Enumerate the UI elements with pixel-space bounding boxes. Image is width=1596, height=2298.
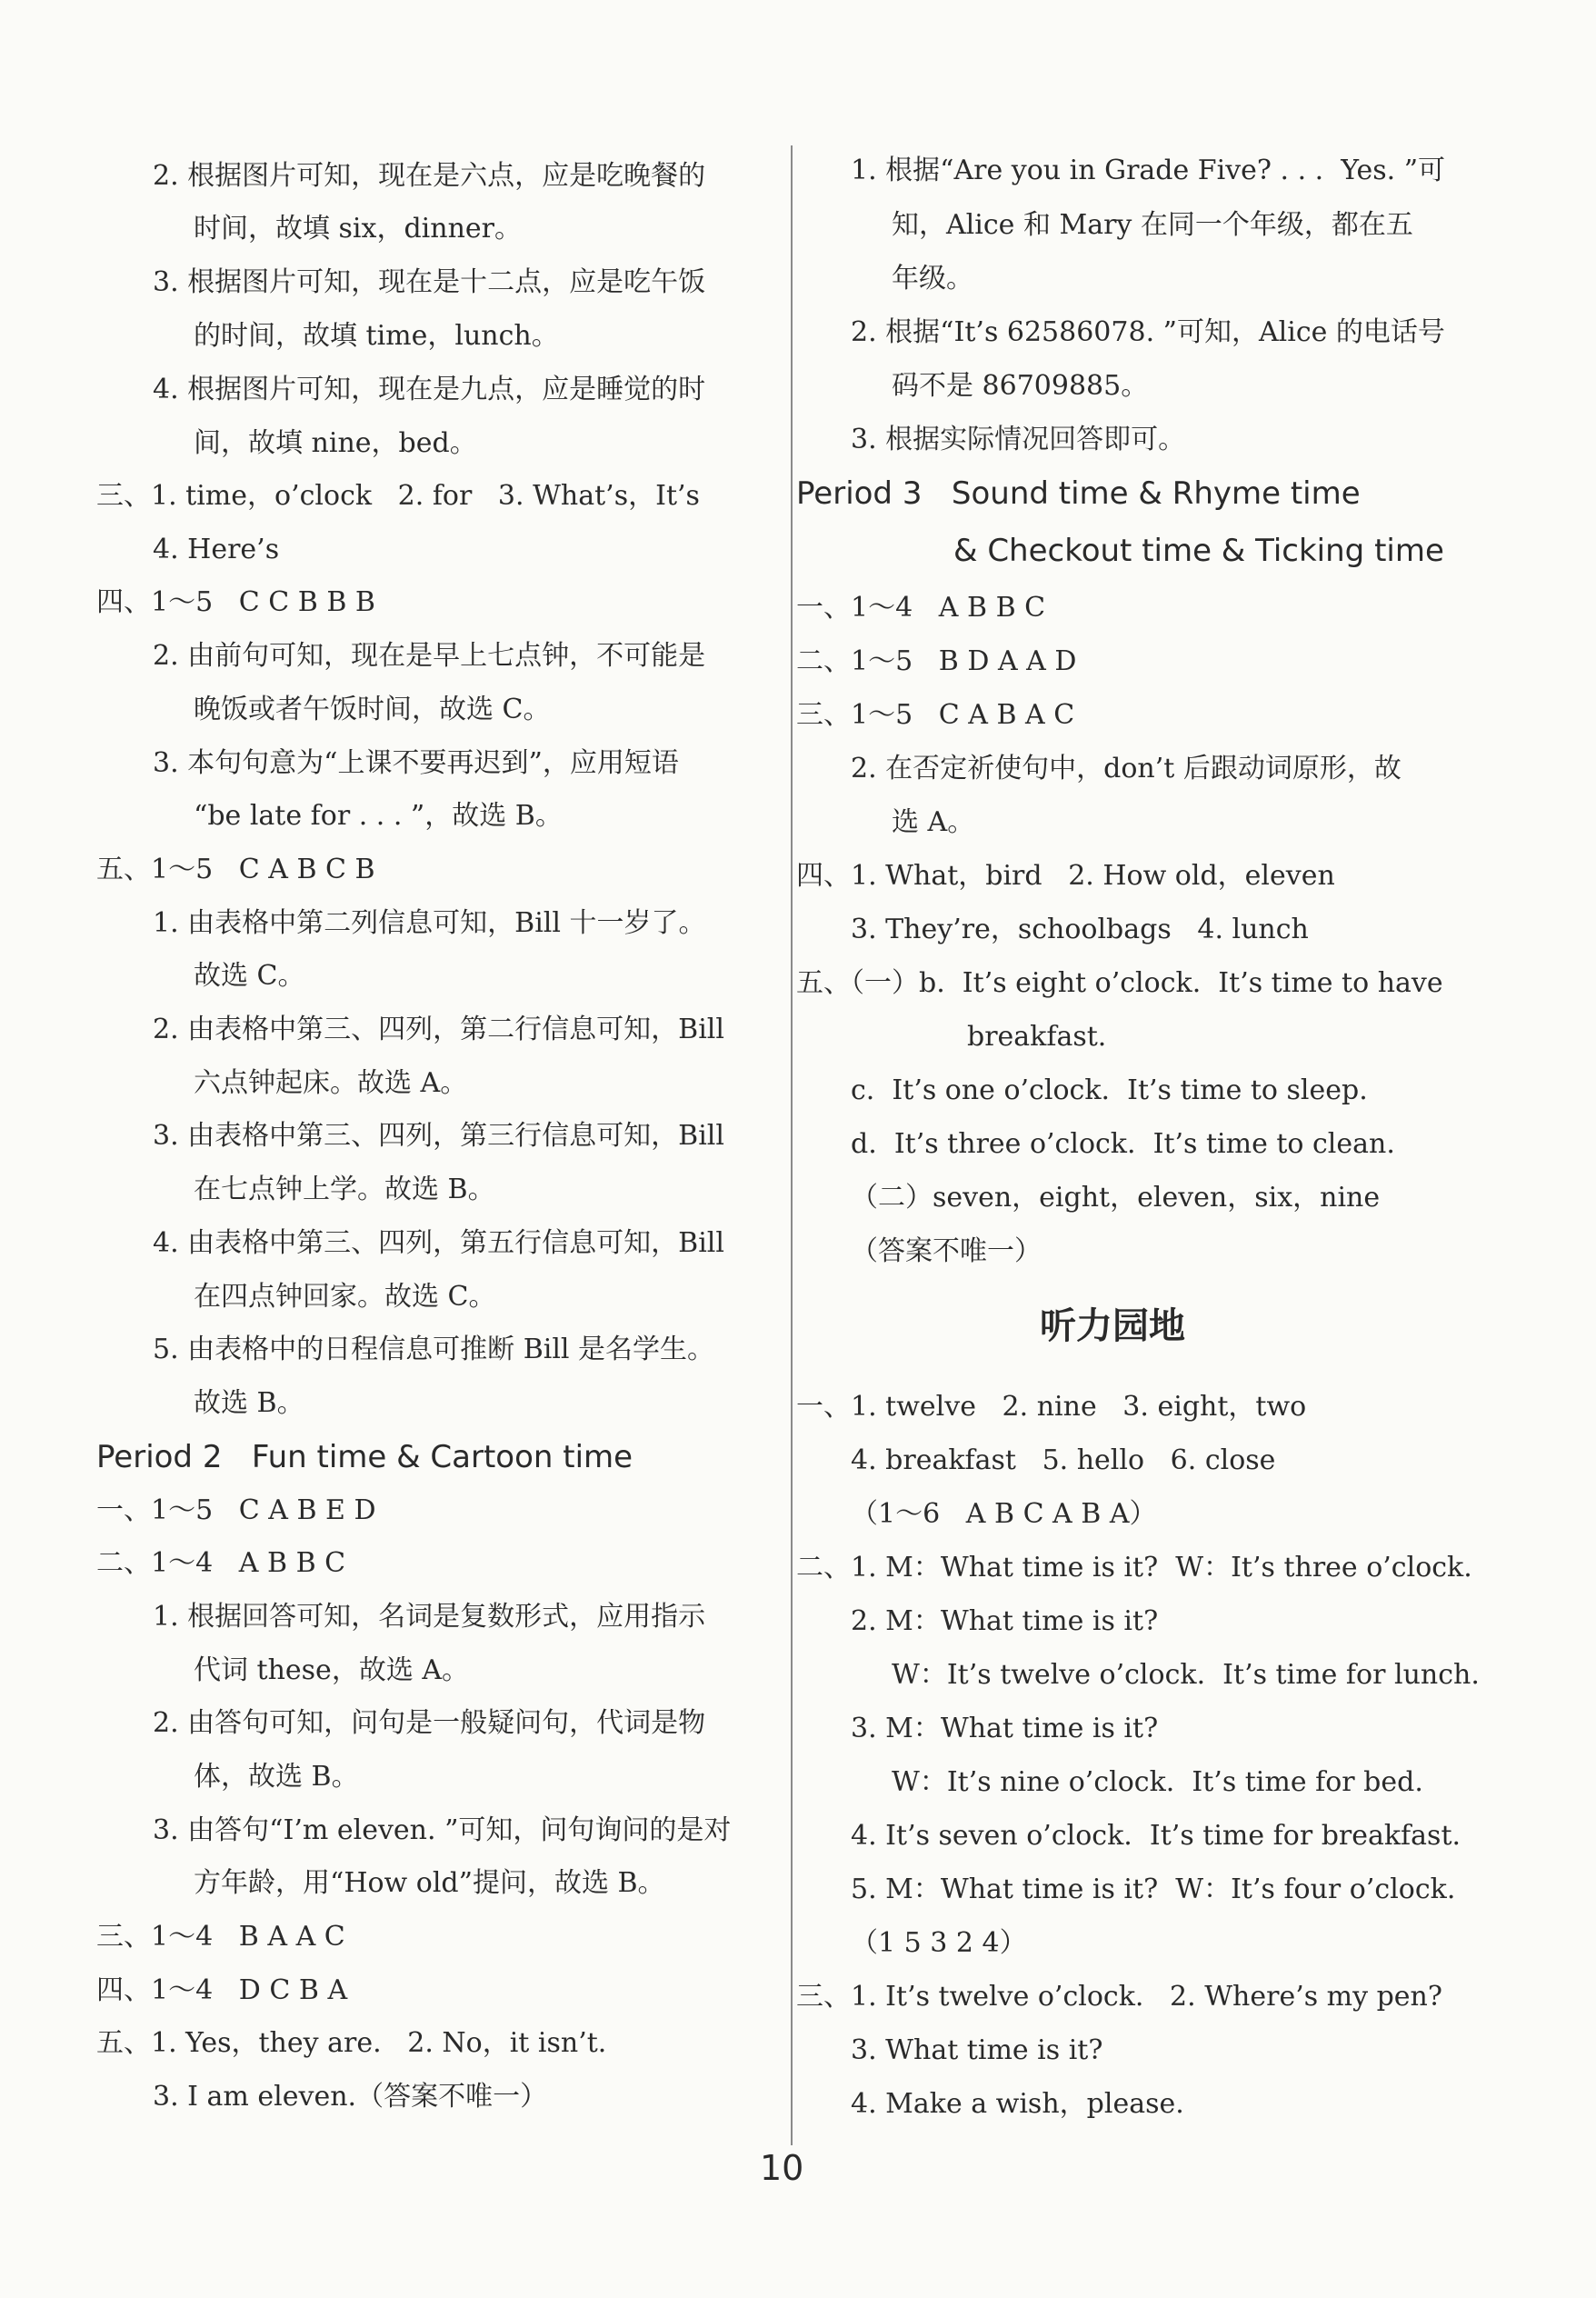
answer-line: （1 5 3 2 4） — [851, 1927, 1027, 1959]
answer-line: 2. 根据“It’s 62586078. ”可知，Alice 的电话号 — [851, 316, 1445, 348]
answer-line: 3. 由答句“I’m eleven. ”可知，问句询问的是对 — [153, 1814, 732, 1846]
answer-line: 5. M：What time is it? W：It’s four o’clock. — [851, 1873, 1456, 1905]
answer-line: 四、1～5 C C B B B — [96, 586, 375, 618]
answer-line: 1. 根据“Are you in Grade Five? . . . Yes. ”可 — [851, 155, 1446, 186]
answer-line: 四、1～4 D C B A — [96, 1974, 348, 2006]
right-column — [796, 0, 1596, 2298]
answer-line: 3. They’re，schoolbags 4. lunch — [851, 914, 1309, 945]
answer-line: （二）seven，eight，eleven，six，nine — [851, 1182, 1381, 1214]
section-title: 听力园地 — [1040, 1305, 1185, 1347]
answer-line: 年级。 — [892, 263, 973, 295]
answer-line: 选 A。 — [892, 806, 975, 838]
answer-line: 二、1～5 B D A A D — [796, 645, 1077, 677]
answer-line: 晚饭或者午饭时间，故选 C。 — [194, 694, 551, 725]
answer-line: 5. 由表格中的日程信息可推断 Bill 是名学生。 — [153, 1334, 715, 1365]
section-heading: Period 2 Fun time & Cartoon time — [96, 1439, 633, 1475]
section-heading: Period 3 Sound time & Rhyme time — [796, 475, 1361, 512]
answer-line: 码不是 86709885。 — [892, 370, 1149, 402]
answer-line: W：It’s twelve o’clock. It’s time for lunch. — [892, 1659, 1480, 1691]
answer-line: 时间，故填 six，dinner。 — [194, 213, 522, 245]
answer-line: “be late for . . . ”，故选 B。 — [194, 800, 563, 832]
answer-line: 1. 由表格中第二列信息可知，Bill 十一岁了。 — [153, 907, 706, 939]
answer-line: 六点钟起床。故选 A。 — [194, 1067, 468, 1099]
answer-line: 五、1～5 C A B C B — [96, 854, 375, 885]
answer-line: 3. 由表格中第三、四列，第三行信息可知，Bill — [153, 1120, 724, 1152]
answer-line: breakfast. — [967, 1021, 1107, 1053]
answer-line: W：It’s nine o’clock. It’s time for bed. — [892, 1766, 1423, 1798]
answer-line: 一、1. twelve 2. nine 3. eight，two — [796, 1391, 1307, 1423]
answer-line: 五、1. Yes，they are. 2. No，it isn’t. — [96, 2027, 607, 2059]
answer-line: 3. What time is it? — [851, 2034, 1103, 2066]
answer-line: 三、1～4 B A A C — [96, 1921, 345, 1953]
answer-line: 4. Here’s — [153, 534, 280, 565]
answer-line: 4. 根据图片可知，现在是九点，应是睡觉的时 — [153, 374, 706, 405]
answer-line: （答案不唯一） — [851, 1235, 1042, 1267]
answer-line: 三、1. It’s twelve o’clock. 2. Where’s my pen? — [796, 1981, 1442, 2013]
answer-line: （1～6 A B C A B A） — [851, 1498, 1157, 1530]
answer-line: c. It’s one o’clock. It’s time to sleep. — [851, 1074, 1368, 1106]
answer-line: 2. M：What time is it? — [851, 1605, 1159, 1637]
answer-line: 2. 根据图片可知，现在是六点，应是吃晚餐的 — [153, 160, 706, 192]
answer-line: 三、1～5 C A B A C — [796, 699, 1075, 731]
answer-line: 故选 B。 — [194, 1387, 304, 1419]
answer-line: 的时间，故填 time，lunch。 — [194, 320, 559, 352]
answer-line: 在四点钟回家。故选 C。 — [194, 1281, 496, 1313]
column-divider — [791, 145, 793, 2145]
answer-line: 2. 由前句可知，现在是早上七点钟，不可能是 — [153, 640, 706, 672]
answer-line: 四、1. What，bird 2. How old，eleven — [796, 860, 1335, 892]
page-number: 10 — [760, 2148, 804, 2188]
answer-line: 4. breakfast 5. hello 6. close — [851, 1444, 1276, 1476]
answer-line: 3. I am eleven.（答案不唯一） — [153, 2081, 548, 2113]
answer-line: 故选 C。 — [194, 960, 305, 992]
answer-line: 三、1. time，o’clock 2. for 3. What’s，It’s — [96, 480, 700, 512]
answer-line: 3. 本句句意为“上课不要再迟到”，应用短语 — [153, 747, 679, 779]
answer-line: 间，故填 nine，bed。 — [194, 427, 477, 459]
answer-line: 4. Make a wish，please. — [851, 2088, 1184, 2120]
answer-line: 方年龄，用“How old”提问，故选 B。 — [194, 1867, 665, 1899]
answer-line: 2. 由答句可知，问句是一般疑问句，代词是物 — [153, 1707, 706, 1739]
answer-line: 4. It’s seven o’clock. It’s time for breakfast. — [851, 1820, 1461, 1852]
answer-line: 3. M：What time is it? — [851, 1713, 1159, 1744]
answer-line: 4. 由表格中第三、四列，第五行信息可知，Bill — [153, 1227, 724, 1259]
section-heading-continued: & Checkout time & Ticking time — [953, 533, 1444, 569]
answer-line: 体，故选 B。 — [194, 1761, 359, 1793]
answer-line: 1. 根据回答可知，名词是复数形式，应用指示 — [153, 1601, 706, 1633]
answer-line: 二、1～4 A B B C — [96, 1547, 346, 1579]
answer-line: 二、1. M：What time is it? W：It’s three o’clock. — [796, 1552, 1472, 1584]
answer-line: 2. 在否定祈使句中，don’t 后跟动词原形，故 — [851, 753, 1401, 784]
answer-line: 一、1～5 C A B E D — [96, 1494, 376, 1526]
answer-line: 一、1～4 A B B C — [796, 592, 1046, 624]
answer-line: d. It’s three o’clock. It’s time to clean. — [851, 1128, 1395, 1160]
answer-line: 3. 根据图片可知，现在是十二点，应是吃午饭 — [153, 266, 706, 298]
answer-line: 五、（一）b. It’s eight o’clock. It’s time to have — [796, 967, 1443, 999]
answer-line: 知，Alice 和 Mary 在同一个年级，都在五 — [892, 209, 1413, 241]
answer-line: 代词 these，故选 A。 — [194, 1654, 470, 1686]
answer-line: 2. 由表格中第三、四列，第二行信息可知，Bill — [153, 1014, 724, 1045]
answer-line: 3. 根据实际情况回答即可。 — [851, 424, 1186, 455]
left-column — [0, 0, 787, 2298]
answer-line: 在七点钟上学。故选 B。 — [194, 1174, 495, 1205]
